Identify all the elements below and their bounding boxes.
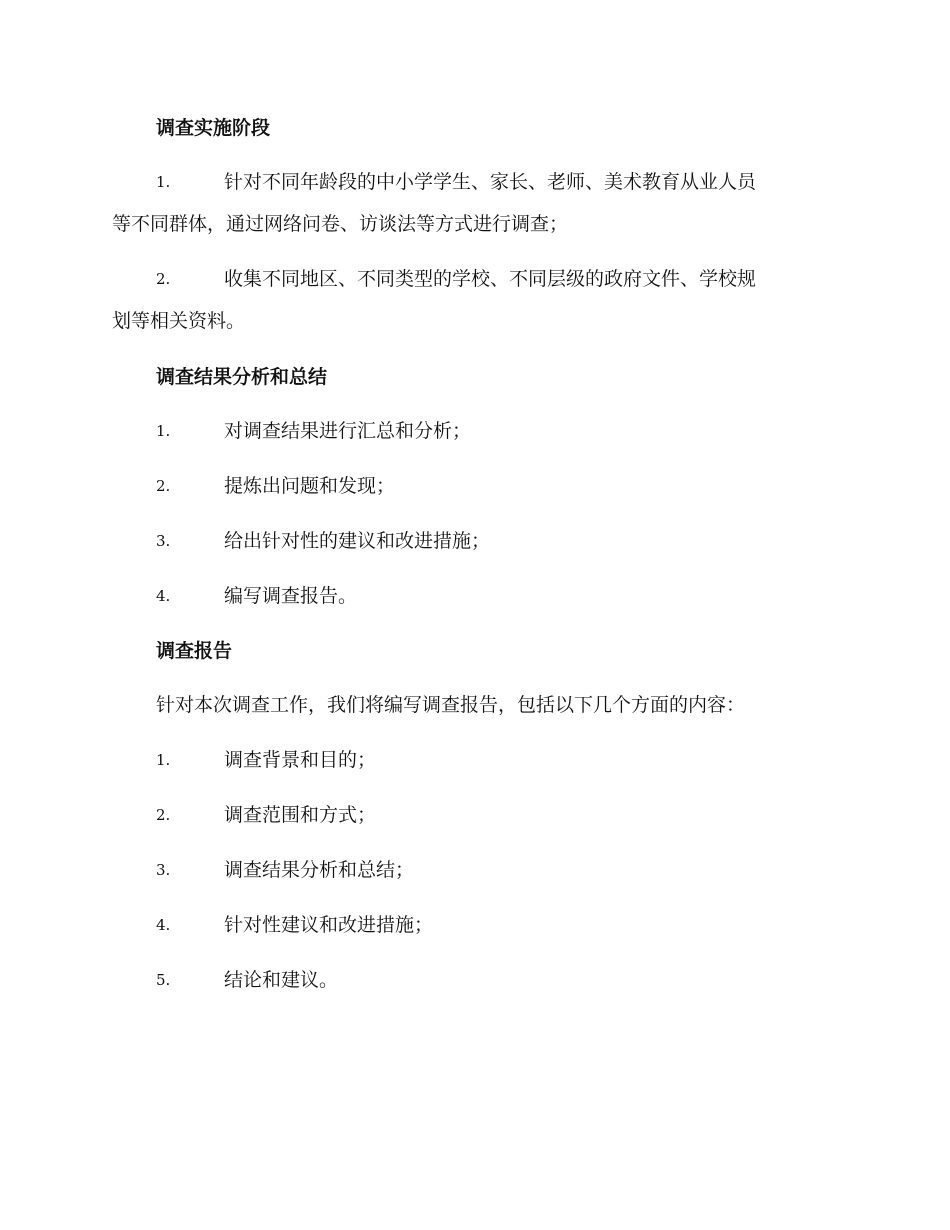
- section-heading-implementation: 调查实施阶段: [156, 117, 271, 139]
- list-item-text: 收集不同地区、不同类型的学校、不同层级的政府文件、学校规: [224, 268, 757, 290]
- list-item-number: 5.: [156, 971, 171, 989]
- list-item-number: 2.: [156, 806, 171, 824]
- list-item-number: 2.: [156, 477, 171, 495]
- list-item-text: 针对不同年龄段的中小学学生、家长、老师、美术教育从业人员: [224, 171, 757, 193]
- list-item-number: 3.: [156, 861, 171, 879]
- section-heading-report: 调查报告: [156, 640, 233, 662]
- list-item-number: 1.: [156, 751, 171, 769]
- list-item-text: 调查范围和方式；: [224, 804, 377, 826]
- list-item-number: 4.: [156, 916, 171, 934]
- list-item-text: 提炼出问题和发现；: [224, 475, 396, 497]
- list-item-text: 编写调查报告。: [224, 585, 358, 607]
- list-item-continuation: 划等相关资料。: [112, 310, 246, 332]
- list-item-number: 4.: [156, 587, 171, 605]
- list-item-continuation: 等不同群体，通过网络问卷、访谈法等方式进行调查；: [112, 213, 569, 235]
- section-heading-analysis: 调查结果分析和总结: [156, 366, 328, 388]
- list-item-number: 1.: [156, 422, 171, 440]
- list-item-text: 对调查结果进行汇总和分析；: [224, 420, 472, 442]
- list-item-text: 调查结果分析和总结；: [224, 859, 415, 881]
- list-item-text: 给出针对性的建议和改进措施；: [224, 530, 491, 552]
- list-item-text: 针对性建议和改进措施；: [224, 914, 434, 936]
- list-item-number: 1.: [156, 173, 171, 191]
- list-item-number: 3.: [156, 532, 171, 550]
- list-item-text: 结论和建议。: [224, 969, 339, 991]
- report-intro-paragraph: 针对本次调查工作，我们将编写调查报告，包括以下几个方面的内容：: [156, 694, 746, 716]
- list-item-number: 2.: [156, 270, 171, 288]
- list-item-text: 调查背景和目的；: [224, 749, 377, 771]
